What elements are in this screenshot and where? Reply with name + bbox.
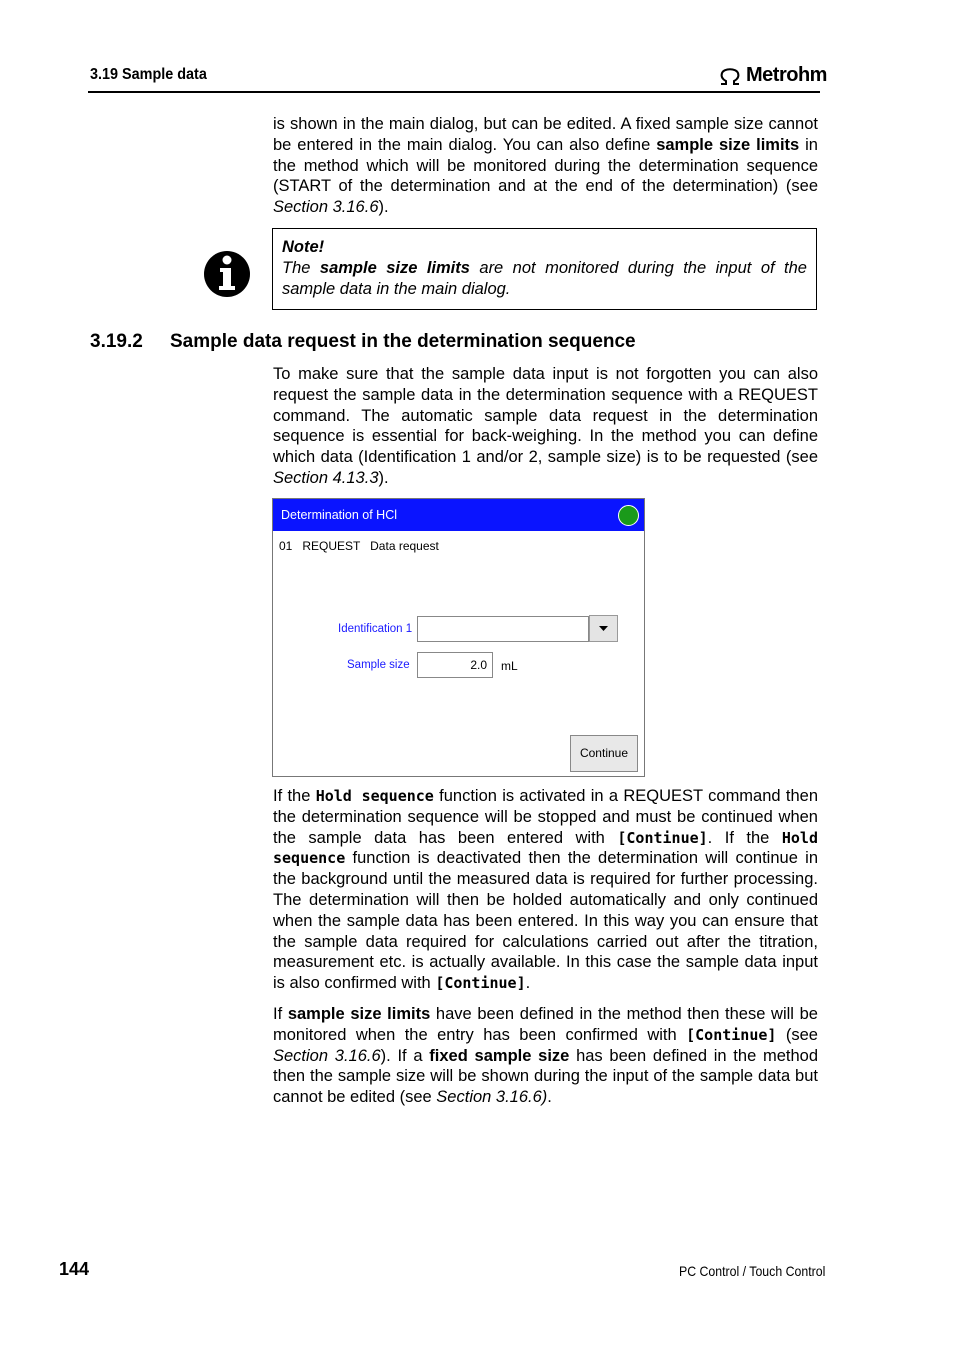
text: If [273, 1005, 288, 1023]
section-title: Sample data request in the determination sequence [170, 331, 636, 352]
header-rule [88, 91, 820, 93]
emphasis: sample size limits [656, 135, 800, 154]
section-reference: Section 3.16.6) [436, 1088, 548, 1107]
button-reference: [Continue] [617, 828, 708, 847]
text: function is deactivated then the determination will continue in the background until the measured data is required for further processing. The determination will then be holded automatically and only continued when the sample data has been entered. In this way you can ensure that the sample data required for calculations carried out after the titration, measurement etc. is actually available. In this case the sample data input is also confirmed with [273, 849, 818, 993]
text: has been defined in the method then the sample size will be shown during the input of the sample data but cannot be edited (see [273, 1046, 819, 1107]
note-title: Note! [282, 238, 325, 256]
dialog-title: Determination of HCl [281, 508, 398, 522]
text: . [525, 974, 531, 993]
text: function is activated in a REQUEST command then the determination sequence will be stopped and must be continued when the sample data has been entered with [273, 787, 818, 847]
brand-name: Metrohm [746, 64, 827, 86]
identification-1-dropdown-button[interactable] [589, 615, 618, 642]
sample-size-limits-paragraph [273, 1004, 818, 1108]
text: have been defined in the method then these will be monitored when the entry has been confirmed with [273, 1005, 818, 1044]
note-box [272, 228, 817, 310]
text: . [547, 1088, 552, 1107]
text: is shown in the main dialog, but can be edited. A fixed sample size cannot be entered in the main dialog. You can also define [273, 115, 818, 154]
text: . If the [707, 828, 782, 847]
text: The [282, 259, 320, 277]
text: ). [378, 468, 389, 487]
identification-1-label: Identification 1 [338, 623, 413, 635]
text: are not monitored during the input of the sample data in the main dialog. [282, 259, 807, 298]
request-command-line: 01 REQUEST Data request [279, 539, 439, 553]
text: ). If a [380, 1046, 430, 1065]
metrohm-logo [718, 64, 827, 87]
continue-button[interactable]: Continue [570, 735, 638, 772]
intro-paragraph [273, 114, 818, 218]
section-reference: Section 3.16.6 [273, 198, 379, 217]
footer-product: PC Control / Touch Control [679, 1263, 826, 1279]
info-icon [203, 250, 251, 298]
hold-sequence-paragraph [273, 786, 818, 994]
identification-1-input[interactable] [417, 616, 589, 642]
emphasis: sample size limits [319, 259, 470, 277]
status-globe-icon[interactable] [618, 505, 639, 526]
sample-size-label: Sample size [347, 659, 410, 671]
section-reference: Section 3.16.6 [273, 1046, 381, 1065]
dialog-titlebar [273, 499, 644, 531]
metrohm-omega-icon [718, 67, 742, 85]
text: ). [378, 198, 389, 217]
running-header-section: 3.19 Sample data [90, 66, 207, 83]
note-text [282, 258, 807, 300]
button-reference: [Continue] [435, 974, 526, 993]
sample-size-input[interactable]: 2.0 [417, 652, 493, 678]
text: If the [273, 787, 316, 805]
section-heading [90, 331, 636, 353]
request-dialog [272, 498, 645, 777]
text: (see [776, 1025, 818, 1044]
section-number: 3.19.2 [90, 331, 143, 352]
page-number: 144 [59, 1259, 90, 1279]
section-reference: Section 4.13.3 [273, 468, 379, 487]
chevron-down-icon [590, 616, 617, 641]
request-paragraph [273, 364, 818, 489]
button-reference: [Continue] [686, 1025, 777, 1044]
text: To make sure that the sample data input is not forgotten you can also request the sample data in the determination sequence with a REQUEST command. The automatic sample data request in the determination sequence is essential for back-weighing. In the method you can define which data (Identification 1 and/or 2, sample size) is to be requested (see [273, 365, 818, 467]
text: in the method which will be monitored during the determination sequence (START of the determination and at the end of the determination) (see [273, 135, 818, 196]
emphasis: fixed sample size [429, 1046, 570, 1065]
emphasis: sample size limits [287, 1005, 431, 1023]
sample-size-unit: mL [501, 659, 518, 673]
parameter-name: Hold sequence [273, 828, 818, 868]
parameter-name: Hold sequence [315, 787, 434, 805]
